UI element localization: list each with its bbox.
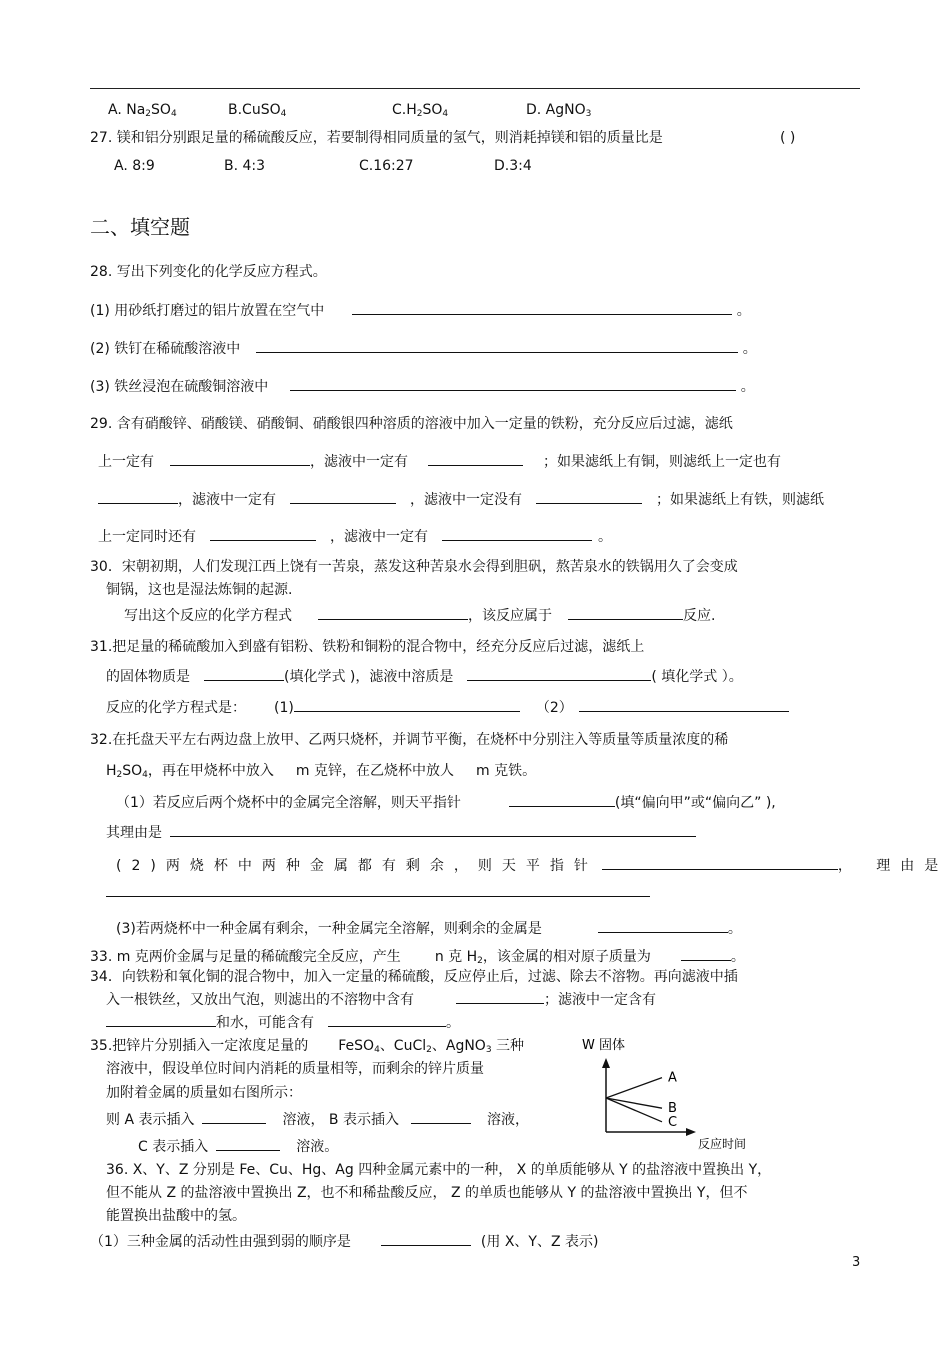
q34-line-1: 34．向铁粉和氧化铜的混合物中，加入一定量的稀硫酸，反应停止后，过滤、除去不溶物。再向滤液中插 xyxy=(90,969,738,985)
answer-blank[interactable] xyxy=(381,1232,471,1246)
answer-blank[interactable] xyxy=(681,947,731,961)
q26-option-b: B.CuSO$_4$ xyxy=(228,102,287,119)
q36-line-3: 能置换出盐酸中的氢。 xyxy=(106,1208,246,1224)
q33-line: 33. m 克两价金属与足量的稀硫酸完全反应，产生 n 克 $H_2$，该金属的相对原子质量为 。 xyxy=(90,949,745,966)
q28-part-1: (1) 用砂纸打磨过的铝片放置在空气中 。 xyxy=(90,303,751,319)
answer-blank[interactable] xyxy=(98,490,178,504)
answer-blank[interactable] xyxy=(428,452,523,466)
q30-line-3: 写出这个反应的化学方程式 ，该反应属于 反应. xyxy=(124,608,716,624)
q26-option-d: D. AgNO$_3$ xyxy=(526,102,592,119)
q30-line-1: 30．宋朝初期，人们发现江西上饶有一苦泉，蒸发这种苦泉水会得到胆矾，熬苦泉水的铁锅用久了会变成 xyxy=(90,559,738,575)
answer-blank[interactable] xyxy=(202,1110,266,1124)
answer-blank[interactable] xyxy=(290,490,396,504)
q32-line-2: $H_2SO_4$，再在甲烧杯中放入 m 克锌，在乙烧杯中放人 m 克铁。 xyxy=(106,763,537,780)
q27-option-c: C.16:27 xyxy=(359,158,414,174)
answer-blank[interactable] xyxy=(294,698,520,712)
q27-answer-paren: ( ) xyxy=(780,130,796,146)
q32-line-6 xyxy=(106,883,650,902)
chart-x-arrow xyxy=(686,1128,696,1136)
q27-option-a: A. 8:9 xyxy=(114,158,155,174)
answer-blank[interactable] xyxy=(456,990,544,1004)
answer-blank[interactable] xyxy=(352,301,732,315)
chart-label-A: A xyxy=(668,1070,677,1086)
q29-line-2: 上一定有 ，滤液中一定有 ；如果滤纸上有铜，则滤纸上一定也有 xyxy=(98,454,781,470)
q35-line-1: 35.把锌片分别插入一定浓度足量的 FeSO$_4$、CuCl$_2$、AgNO$_3$ 三种 xyxy=(90,1038,525,1055)
q32-line-5: (2)两烧杯中两种金属都有剩余，则天平指针 ， 理由是 xyxy=(116,858,949,874)
answer-blank[interactable] xyxy=(170,823,696,837)
answer-blank[interactable] xyxy=(509,793,615,807)
top-rule xyxy=(90,88,860,89)
answer-blank[interactable] xyxy=(318,606,468,620)
chart-line-C xyxy=(606,1098,662,1122)
answer-blank[interactable] xyxy=(290,377,736,391)
q27-option-d: D.3:4 xyxy=(494,158,532,174)
q34-line-2: 入一根铁丝，又放出气泡，则滤出的不溶物中含有 ；滤液中一定含有 xyxy=(106,992,656,1008)
answer-blank[interactable] xyxy=(467,667,651,681)
answer-blank[interactable] xyxy=(568,606,683,620)
q32-line-4: 其理由是 xyxy=(106,823,696,842)
answer-blank[interactable] xyxy=(256,339,738,353)
chart-ylabel: W 固体 xyxy=(582,1038,625,1053)
q28-stem: 28. 写出下列变化的化学反应方程式。 xyxy=(90,264,327,280)
q36-line-1: 36. X、Y、Z 分别是 Fe、Cu、Hg、Ag 四种金属元素中的一种， X 的单质能够从 Y 的盐溶液中置换出 Y， xyxy=(106,1162,772,1178)
answer-blank[interactable] xyxy=(328,1013,446,1027)
q26-option-a: A. $Na_2SO_4$ xyxy=(108,102,177,119)
section-title: 二、填空题 xyxy=(90,215,190,239)
q27-stem: 27. 镁和铝分别跟足量的稀硫酸反应，若要制得相同质量的氢气，则消耗掉镁和铝的质量比是 xyxy=(90,130,663,146)
answer-blank[interactable] xyxy=(598,919,728,933)
answer-blank[interactable] xyxy=(602,856,838,870)
q26-option-c: $C.H_2SO_4$ xyxy=(392,102,449,119)
q36-line-2: 但不能从 Z 的盐溶液中置换出 Z，也不和稀盐酸反应， Z 的单质也能够从 Y 的盐溶液中置换出 Y，但不 xyxy=(106,1185,748,1201)
answer-blank[interactable] xyxy=(216,1137,280,1151)
q35-line-4: 则 A 表示插入 溶液， B 表示插入 溶液， xyxy=(106,1112,529,1128)
chart-line-A xyxy=(606,1078,662,1098)
chart-label-C: C xyxy=(668,1114,678,1130)
page-number: 3 xyxy=(852,1255,861,1270)
q28-part-3: (3) 铁丝浸泡在硫酸铜溶液中 。 xyxy=(90,379,755,395)
q30-line-2: 铜锅，这也是湿法炼铜的起源. xyxy=(106,582,293,598)
q36-line-4: （1）三种金属的活动性由强到弱的顺序是 (用 X、Y、Z 表示) xyxy=(90,1234,599,1250)
q27-option-b: B. 4:3 xyxy=(224,158,266,174)
q32-line-3: （1）若反应后两个烧杯中的金属完全溶解，则天平指针 (填“偏向甲”或“偏向乙” ), xyxy=(116,795,776,811)
answer-blank[interactable] xyxy=(170,452,310,466)
answer-blank[interactable] xyxy=(204,667,284,681)
answer-blank[interactable] xyxy=(579,698,789,712)
q32-line-7: (3)若两烧杯中一种金属有剩余，一种金属完全溶解，则剩余的金属是 。 xyxy=(116,921,742,937)
answer-blank[interactable] xyxy=(106,883,650,897)
answer-blank[interactable] xyxy=(536,490,642,504)
q31-line-3: 反应的化学方程式是： (1) （2） xyxy=(106,698,789,717)
answer-blank[interactable] xyxy=(210,527,316,541)
q35-line-2: 溶液中，假设单位时间内消耗的质量相等，而剩余的锌片质量 xyxy=(106,1061,484,1077)
q35-chart xyxy=(570,1030,770,1155)
q34-line-3: 和水，可能含有 。 xyxy=(106,1013,460,1032)
q29-line-3: ，滤液中一定有 ，滤液中一定没有 ；如果滤纸上有铁，则滤纸 xyxy=(98,490,824,509)
q32-line-1: 32.在托盘天平左右两边盘上放甲、乙两只烧杯，并调节平衡，在烧杯中分别注入等质量等质量浓度的稀 xyxy=(90,732,729,748)
chart-line-B xyxy=(606,1098,662,1108)
q28-part-2: (2) 铁钉在稀硫酸溶液中 。 xyxy=(90,341,757,357)
q35-line-3: 加附着金属的质量如右图所示： xyxy=(106,1085,302,1101)
chart-label-B: B xyxy=(668,1101,677,1117)
q29-line-4: 上一定同时还有 ，滤液中一定有 。 xyxy=(98,529,612,545)
chart-y-arrow xyxy=(602,1058,610,1068)
answer-blank[interactable] xyxy=(411,1110,471,1124)
q35-line-5: C 表示插入 溶液。 xyxy=(138,1139,339,1155)
q31-line-1: 31.把足量的稀硫酸加入到盛有铝粉、铁粉和铜粉的混合物中，经充分反应后过滤，滤纸上 xyxy=(90,639,645,655)
answer-blank[interactable] xyxy=(442,527,592,541)
chart-xlabel: 反应时间 xyxy=(698,1137,747,1151)
q29-line-1: 29. 含有硝酸锌、硝酸镁、硝酸铜、硝酸银四种溶质的溶液中加入一定量的铁粉，充分反应后过滤，滤纸 xyxy=(90,416,733,432)
q31-line-2: 的固体物质是 (填化学式 )，滤液中溶质是 ( 填化学式 ）。 xyxy=(106,669,743,685)
answer-blank[interactable] xyxy=(106,1013,216,1027)
